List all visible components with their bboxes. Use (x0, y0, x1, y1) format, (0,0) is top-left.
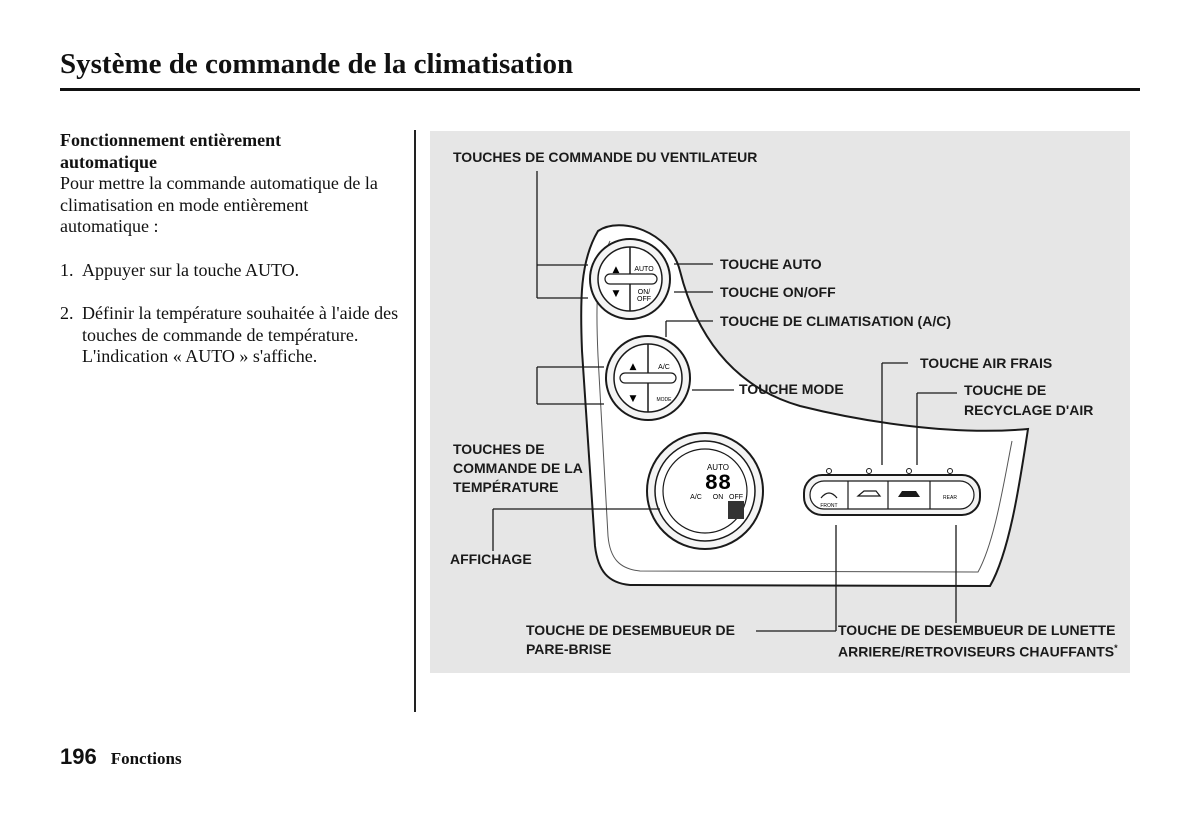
step-text: Définir la température souhaitée à l'aide des touches de commande de température. L'indication « AUTO » s'affiche. (82, 303, 399, 366)
label-auto-button: TOUCHE AUTO (720, 256, 822, 272)
button-bar (804, 469, 980, 516)
intro-paragraph: Pour mettre la commande automatique de la climatisation en mode entièrement automatique : (60, 173, 378, 236)
display-on-text: ON (712, 494, 724, 501)
step-2 (60, 303, 400, 368)
section-name: Fonctions (110, 749, 182, 768)
page-title: Système de commande de la climatisation (60, 48, 574, 80)
label-temp-line-1: TOUCHES DE (453, 441, 545, 457)
label-ac-button: TOUCHE DE CLIMATISATION (A/C) (720, 313, 951, 329)
label-front-defrost-line-1: TOUCHE DE DESEMBUEUR DE (526, 622, 735, 638)
label-temp-line-2: COMMANDE DE LA (453, 460, 583, 476)
label-recirc-line-1: TOUCHE DE (964, 382, 1047, 398)
climate-control-figure (430, 131, 1130, 673)
step-number: 2. (60, 303, 74, 323)
mode-button-text: MODE (656, 397, 672, 403)
instructions-column (60, 130, 400, 368)
label-rear-defrost-line-1: TOUCHE DE DESEMBUEUR DE LUNETTE (838, 622, 1116, 638)
label-mode-button: TOUCHE MODE (739, 381, 844, 397)
front-button-text: FRONT (820, 503, 838, 509)
step-number: 1. (60, 259, 74, 280)
label-rear-defrost-text: ARRIERE/RETROVISEURS CHAUFFANTS (838, 643, 1115, 660)
column-divider (414, 130, 416, 712)
auto-button-text: AUTO (634, 266, 654, 273)
label-rear-defrost-line-2 (838, 639, 1118, 662)
on-button-text: ON/ (637, 289, 651, 296)
off-button-text: OFF (637, 296, 651, 303)
label-display: AFFICHAGE (450, 551, 532, 567)
temp-up-arrow: ▲ (629, 362, 637, 372)
step-text: Appuyer sur la touche AUTO. (82, 259, 300, 280)
label-recirc-line-2: RECYCLAGE D'AIR (964, 402, 1094, 418)
page-footer (60, 744, 182, 770)
footnote-asterisk: * (1114, 643, 1118, 653)
page-number: 196 (60, 744, 97, 769)
temp-down-arrow: ▼ (629, 394, 637, 404)
temperature-knob (606, 336, 690, 420)
display-dial (647, 433, 763, 549)
section-heading-line-2: automatique (60, 151, 158, 172)
step-1 (60, 260, 400, 282)
fan-knob (590, 239, 670, 319)
fan-up-arrow: ▲ (612, 265, 620, 275)
display-off-text: OFF (729, 494, 743, 501)
title-rule (60, 88, 1140, 91)
label-fan-buttons: TOUCHES DE COMMANDE DU VENTILATEUR (453, 149, 758, 165)
label-front-defrost-line-2: PARE-BRISE (526, 641, 612, 657)
section-heading-line-1: Fonctionnement entièrement (60, 130, 282, 150)
label-fresh-air-button: TOUCHE AIR FRAIS (920, 355, 1053, 371)
rear-button-text: REAR (943, 495, 957, 501)
display-ac-text: A/C (690, 494, 702, 501)
display-digits: 88 (704, 471, 732, 496)
ac-button-text: A/C (658, 364, 670, 371)
label-temp-line-3: TEMPÉRATURE (453, 479, 559, 495)
label-onoff-button: TOUCHE ON/OFF (720, 284, 836, 300)
fan-down-arrow: ▼ (612, 289, 620, 299)
display-auto-text: AUTO (706, 463, 730, 472)
section-heading (60, 130, 400, 173)
